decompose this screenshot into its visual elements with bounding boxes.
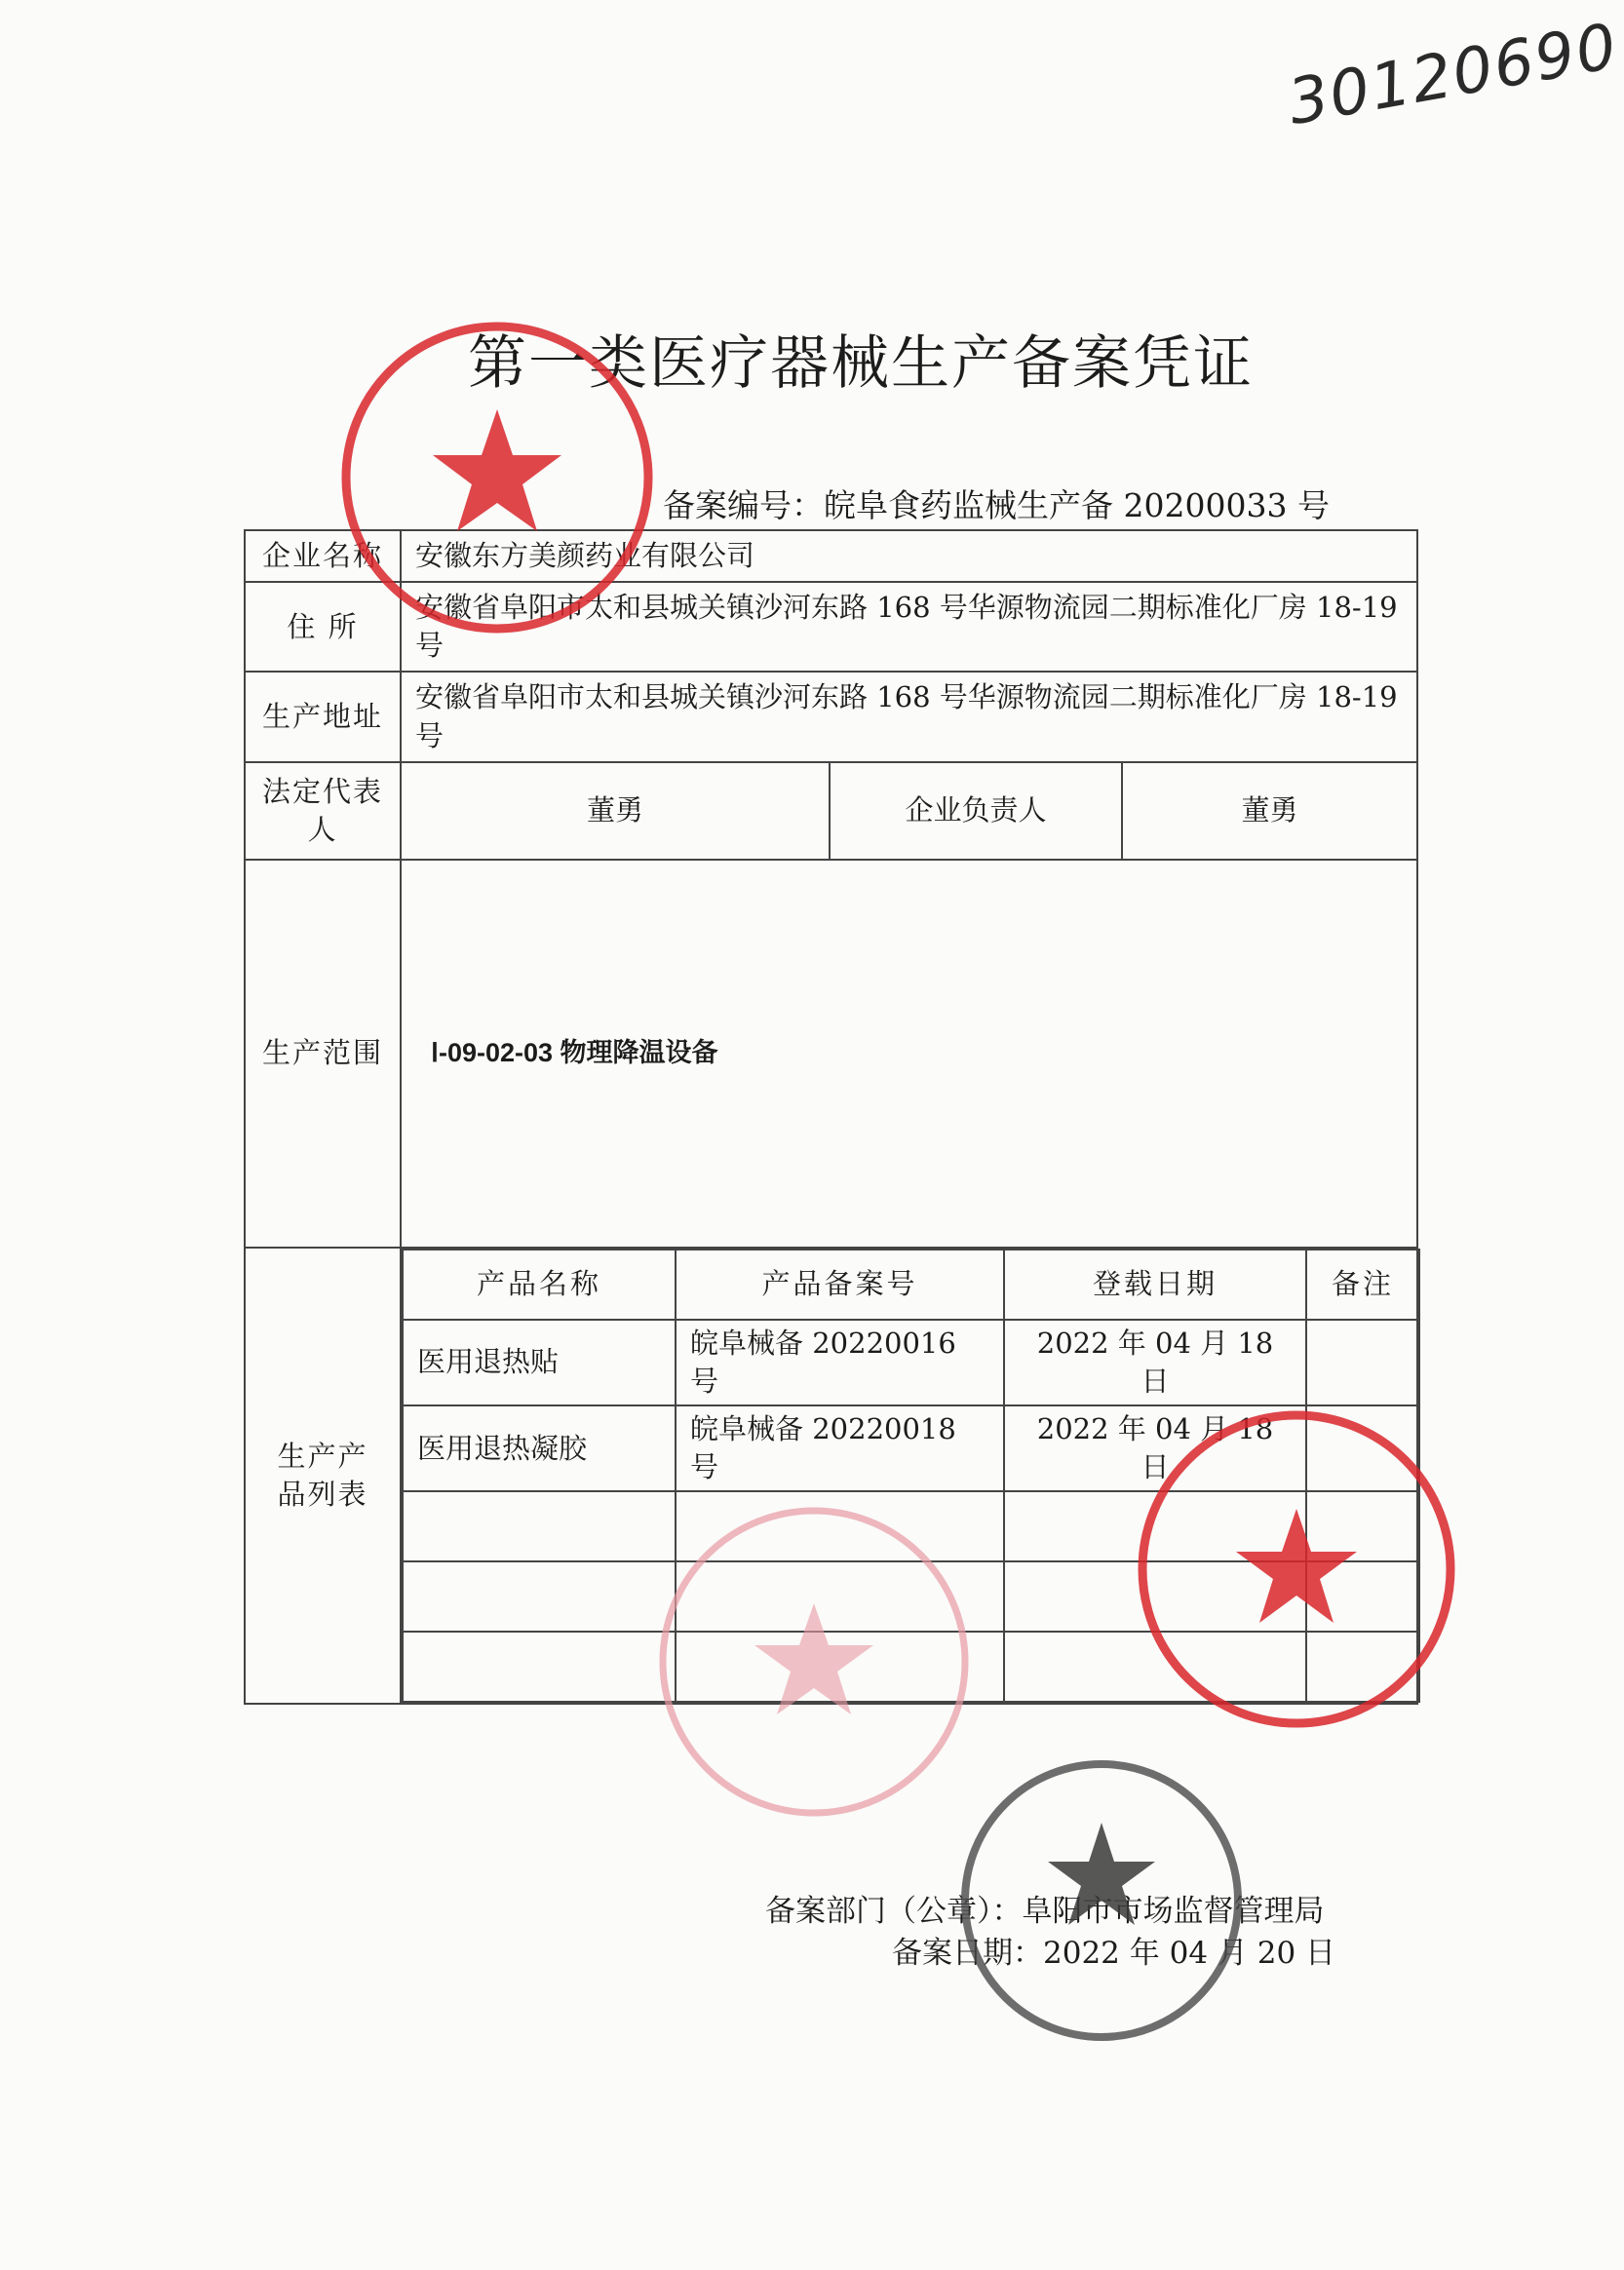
header-record-number: 产品备案号 — [676, 1250, 1004, 1320]
filing-number: 备案编号：皖阜食药监械生产备 20200033 号 — [663, 486, 1330, 524]
product-name — [403, 1491, 676, 1561]
bureau-seal — [955, 1754, 1248, 2047]
company-name-label: 企业名称 — [245, 530, 401, 582]
header-date: 登载日期 — [1004, 1250, 1306, 1320]
responsible: 董勇 — [1122, 762, 1417, 860]
logistics-seal — [653, 1501, 975, 1823]
product-record: 皖阜械备 20220018 号 — [676, 1405, 1004, 1491]
handwritten-note: 30120690 — [1283, 10, 1624, 140]
address-label: 住 所 — [245, 582, 401, 672]
production-address-label: 生产地址 — [245, 672, 401, 761]
table-row — [403, 1320, 1419, 1405]
address: 安徽省阜阳市太和县城关镇沙河东路 168 号华源物流园二期标准化厂房 18-19 号 — [401, 582, 1417, 672]
scope: Ⅰ-09-02-03 物理降温设备 — [401, 860, 1417, 1248]
product-date: 2022 年 04 月 18 日 — [1004, 1405, 1306, 1491]
filing-department: 备案部门（公章）：阜阳市市场监督管理局 — [765, 1894, 1325, 1929]
company-name: 安徽东方美颜药业有限公司 — [401, 530, 1417, 582]
company-seal-right — [1131, 1404, 1462, 1735]
product-note — [1306, 1320, 1419, 1405]
company-seal-top-left — [336, 317, 658, 638]
product-name: 医用退热凝胶 — [403, 1405, 676, 1491]
legal-rep-label: 法定代表人 — [245, 762, 401, 860]
product-record: 皖阜械备 20220016 号 — [676, 1320, 1004, 1405]
responsible-label: 企业负责人 — [830, 762, 1122, 860]
document-title: 第一类医疗器械生产备案凭证 — [468, 329, 1254, 398]
header-product-name: 产品名称 — [403, 1250, 676, 1320]
product-list-label: 生产产品列表 — [245, 1248, 401, 1705]
product-date: 2022 年 04 月 18 日 — [1004, 1320, 1306, 1405]
filing-date: 备案日期：2022 年 04 月 20 日 — [892, 1936, 1336, 1971]
scope-label: 生产范围 — [245, 860, 401, 1248]
product-name — [403, 1561, 676, 1632]
product-name — [403, 1632, 676, 1702]
production-address: 安徽省阜阳市太和县城关镇沙河东路 168 号华源物流园二期标准化厂房 18-19 号 — [401, 672, 1417, 761]
product-name: 医用退热贴 — [403, 1320, 676, 1405]
legal-rep: 董勇 — [401, 762, 830, 860]
header-note: 备注 — [1306, 1250, 1419, 1320]
